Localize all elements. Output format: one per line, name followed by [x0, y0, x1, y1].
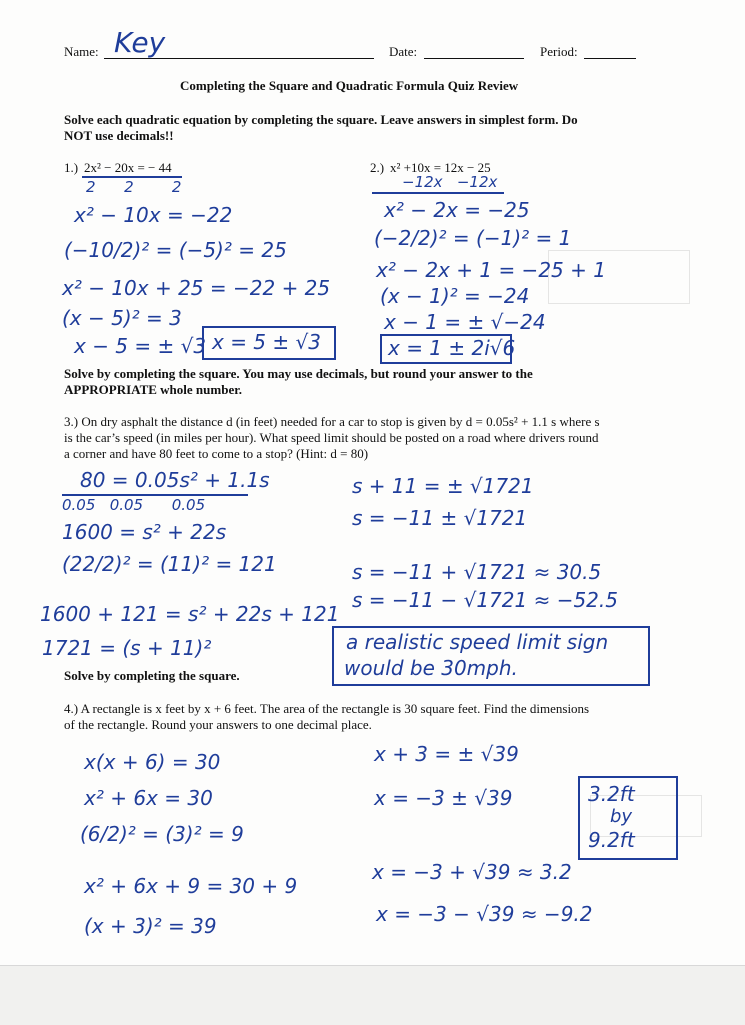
- problem3-text-line3: a corner and have 80 feet to come to a stop? (Hint: d = 80): [64, 446, 369, 461]
- period-underline: [584, 58, 636, 59]
- problem1-answer: x = 5 ± √3: [212, 330, 321, 354]
- date-underline: [424, 58, 524, 59]
- problem4-result3: x = −3 + √39 ≈ 3.2: [372, 860, 572, 884]
- student-name: Key: [114, 26, 166, 59]
- section1-instructions-line2: NOT use decimals!!: [64, 128, 174, 143]
- problem1-step3: x² − 10x + 25 = −22 + 25: [62, 276, 331, 300]
- problem3-step3: (22/2)² = (11)² = 121: [62, 552, 277, 576]
- problem2-step5: x − 1 = ± √−24: [384, 310, 546, 334]
- problem4-answer-line3: 9.2ft: [588, 828, 635, 852]
- problem1-step4: (x − 5)² = 3: [62, 306, 182, 330]
- problem4-result2: x = −3 ± √39: [374, 786, 513, 810]
- problem2-answer-box: [380, 334, 516, 364]
- problem4-result1: x + 3 = ± √39: [374, 742, 519, 766]
- problem1-step5: x − 5 = ± √3: [74, 334, 207, 358]
- problem1-step2: (−10/2)² = (−5)² = 25: [64, 238, 287, 262]
- problem1-answer-box: [202, 326, 336, 360]
- problem4-step2: x² + 6x = 30: [84, 786, 213, 810]
- problem3-text-line1: 3.) On dry asphalt the distance d (in feet) needed for a car to stop is given by d = 0.05s² + 1.1 s where s: [64, 414, 600, 429]
- problem2-step3: x² − 2x + 1 = −25 + 1: [376, 258, 606, 282]
- problem4-answer-box: [578, 776, 678, 860]
- problem4-answer-line2: by: [610, 806, 633, 827]
- problem3-step5: 1721 = (s + 11)²: [42, 636, 212, 660]
- problem3-result2: s = −11 ± √1721: [352, 506, 528, 530]
- problem3-answer-line2: would be 30mph.: [344, 656, 518, 680]
- problem2-step1: x² − 2x = −25: [384, 198, 530, 222]
- section3-instructions: Solve by completing the square.: [64, 668, 240, 683]
- problem2-step4: (x − 1)² = −24: [380, 284, 530, 308]
- problem4-step1: x(x + 6) = 30: [84, 750, 221, 774]
- problem3-step2: 1600 = s² + 22s: [62, 520, 227, 544]
- problem3-answer-line1: a realistic speed limit sign: [346, 630, 609, 654]
- problem4-step3: (6/2)² = (3)² = 9: [80, 822, 244, 846]
- name-label: Name:: [64, 44, 99, 59]
- period-label: Period:: [540, 44, 578, 59]
- date-label: Date:: [389, 44, 418, 59]
- page-title: Completing the Square and Quadratic Formula Quiz Review: [180, 78, 519, 93]
- problem2-subtraction: −12x −12x: [402, 173, 498, 191]
- problem3-result1: s + 11 = ± √1721: [352, 474, 534, 498]
- subtraction-bar: [372, 192, 504, 194]
- problem2-answer: x = 1 ± 2i√6: [388, 336, 516, 360]
- problem4-step4: x² + 6x + 9 = 30 + 9: [84, 874, 298, 898]
- section2-instructions-line2: APPROPRIATE whole number.: [64, 382, 243, 397]
- problem4-text-line1: 4.) A rectangle is x feet by x + 6 feet. The area of the rectangle is 30 square feet. Find the dimensions: [64, 701, 590, 716]
- section1-instructions-line1: Solve each quadratic equation by completing the square. Leave answers in simplest form. Do: [64, 112, 578, 127]
- problem2-step2: (−2/2)² = (−1)² = 1: [374, 226, 572, 250]
- problem2-equation: x² +10x = 12x − 25: [390, 160, 491, 175]
- problem3-divisors: 0.05 0.05 0.05: [62, 496, 206, 514]
- problem1-label: 1.): [64, 160, 79, 175]
- problem4-answer-line1: 3.2ft: [588, 782, 635, 806]
- problem2-label: 2.): [370, 160, 385, 175]
- problem3-step4: 1600 + 121 = s² + 22s + 121: [40, 602, 340, 626]
- problem3-result3: s = −11 + √1721 ≈ 30.5: [352, 560, 602, 584]
- problem3-answer-box: [332, 626, 650, 686]
- problem1-divisors: 2 2 2: [86, 178, 182, 196]
- problem1-step1: x² − 10x = −22: [74, 203, 233, 227]
- scanner-bottom-margin: [0, 965, 745, 1025]
- problem3-result4: s = −11 − √1721 ≈ −52.5: [352, 588, 618, 612]
- section2-instructions-line1: Solve by completing the square. You may use decimals, but round your answer to the: [64, 366, 533, 381]
- problem1-equation: 2x² − 20x = − 44: [84, 160, 172, 175]
- problem4-text-line2: of the rectangle. Round your answers to one decimal place.: [64, 717, 372, 732]
- problem3-text-line2: is the car’s speed (in miles per hour). What speed limit should be posted on a road where drivers round: [64, 430, 599, 445]
- problem4-step5: (x + 3)² = 39: [84, 914, 217, 938]
- problem3-step1: 80 = 0.05s² + 1.1s: [80, 468, 270, 492]
- problem4-result4: x = −3 − √39 ≈ −9.2: [376, 902, 593, 926]
